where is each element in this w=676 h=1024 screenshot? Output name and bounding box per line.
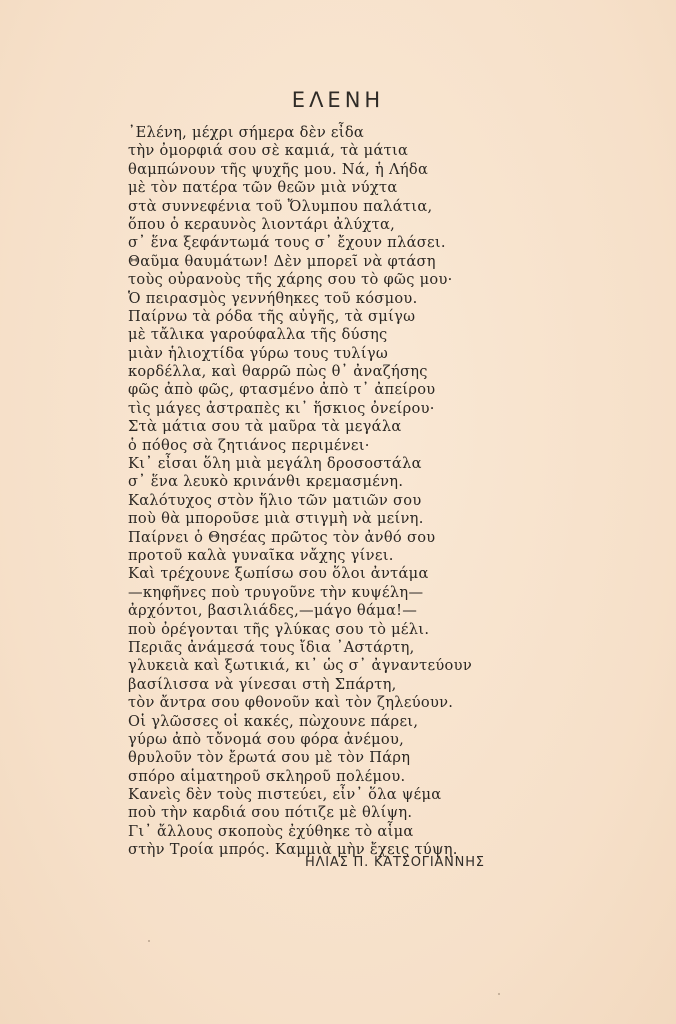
poem-line: ποὺ ὀρέγονται τῆς γλύκας σου τὸ μέλι. xyxy=(128,620,430,638)
poem-line: μιὰν ἡλιοχτίδα γύρω τους τυλίγω xyxy=(128,344,389,362)
poem-line: Καλότυχος στὸν ἥλιο τῶν ματιῶν σου xyxy=(128,491,422,509)
poem-line: Περιᾶς ἀνάμεσά τους ἴδια ᾿Αστάρτη, xyxy=(128,638,415,656)
poem-line: ποὺ τὴν καρδιά σου πότιζε μὲ θλίψη. xyxy=(128,804,413,822)
poem-line: σ᾽ ἕνα ξεφάντωμά τους σ᾽ ἔχουν πλάσει. xyxy=(128,234,446,252)
poem-line: τὸν ἄντρα σου φθονοῦν καὶ τὸν ζηλεύουν. xyxy=(128,694,454,712)
poem-line: στὴν Τροία μπρός. Καμμιὰ μὴν ἔχεις τύψη. xyxy=(128,841,458,859)
poem-line: Ὁ πειρασμὸς γεννήθηκες τοῦ κόσμου. xyxy=(128,289,418,307)
poem-line: προτοῦ καλὰ γυναῖκα νἄχης γίνει. xyxy=(128,546,394,564)
poem-line: κορδέλλα, καὶ θαρρῶ πὼς θ᾽ ἀναζήσης xyxy=(128,363,428,381)
paper-speck xyxy=(498,993,500,995)
poem-body xyxy=(128,124,548,860)
poem-line: ἀρχόντοι, βασιλιάδες,—μάγο θάμα!— xyxy=(128,602,418,620)
poem-line: ᾿Ελένη, μέχρι σήμερα δὲν εἶδα xyxy=(128,124,365,141)
poem-line: στὰ συννεφένια τοῦ Ὄλυμπου παλάτια, xyxy=(128,197,433,215)
poem-line: μὲ τὸν πατέρα τῶν θεῶν μιὰ νύχτα xyxy=(128,179,398,197)
author-signature: ΗΛΙΑΣ Π. ΚΑΤΣΟΓΙΑΝΝΗΣ xyxy=(305,855,485,870)
poem-line: Κανεὶς δὲν τοὺς πιστεύει, εἶν᾽ ὅλα ψέμα xyxy=(128,786,442,804)
poem-title: ΕΛΕΝΗ xyxy=(291,88,385,112)
poem-line: μὲ τἄλικα γαρούφαλλα τῆς δύσης xyxy=(128,326,388,344)
poem-line: θρυλοῦν τὸν ἔρωτά σου μὲ τὸν Πάρη xyxy=(128,749,411,767)
poem-line: Παίρνω τὰ ρόδα τῆς αὐγῆς, τὰ σμίγω xyxy=(128,307,416,325)
poem-line: Παίρνει ὁ Θησέας πρῶτος τὸν ἀνθό σου xyxy=(128,528,436,546)
poem-line: γύρω ἀπὸ τὄνομά σου φόρα ἀνέμου, xyxy=(128,730,405,748)
poem-line: Γι᾽ ἄλλους σκοποὺς ἐχύθηκε τὸ αἷμα xyxy=(128,822,414,840)
poem-line: Θαῦμα θαυμάτων! Δὲν μπορεῖ νὰ φτάση xyxy=(128,252,436,270)
poem-line: Κι᾽ εἶσαι ὅλη μιὰ μεγάλη δροσοστάλα xyxy=(128,455,422,473)
poem-line: Οἱ γλῶσσες οἱ κακές, πὼχουνε πάρει, xyxy=(128,712,419,730)
poem-line: ὁ πόθος σὰ ζητιάνος περιμένει· xyxy=(128,436,370,454)
poem-line: Στὰ μάτια σου τὰ μαῦρα τὰ μεγάλα xyxy=(128,418,402,436)
poem-line: —κηφῆνες ποὺ τρυγοῦνε τὴν κυψέλη— xyxy=(128,583,424,601)
poem-line: ὅπου ὁ κεραυνὸς λιοντάρι ἀλύχτα, xyxy=(128,215,396,233)
poem-line: ποὺ θὰ μποροῦσε μιὰ στιγμὴ νὰ μείνη. xyxy=(128,510,424,528)
poem-line: τὴν ὀμορφιά σου σὲ καμιά, τὰ μάτια xyxy=(128,142,409,160)
poem-line: τὶς μάγες ἀστραπὲς κι᾽ ἥσκιος ὀνείρου· xyxy=(128,399,435,417)
poem-line: βασίλισσα νὰ γίνεσαι στὴ Σπάρτη, xyxy=(128,675,397,693)
poem-line: φῶς ἀπὸ φῶς, φτασμένο ἀπὸ τ᾽ ἀπείρου xyxy=(128,381,436,399)
poem-line: γλυκειὰ καὶ ξωτικιά, κι᾽ ὡς σ᾽ ἀγναντεύουν xyxy=(128,657,472,675)
poem-line: θαμπώνουν τῆς ψυχῆς μου. Νά, ἡ Λήδα xyxy=(128,160,429,178)
poem-line: σπόρο αἱματηροῦ σκληροῦ πολέμου. xyxy=(128,767,406,785)
paper-speck xyxy=(148,940,150,942)
poem-line: σ᾽ ἕνα λευκὸ κρινάνθι κρεμασμένη. xyxy=(128,473,404,491)
poem-line: τοὺς οὐρανοὺς τῆς χάρης σου τὸ φῶς μου· xyxy=(128,271,453,289)
poem-line: Καὶ τρέχουνε ξωπίσω σου ὅλοι ἀντάμα xyxy=(128,565,429,583)
